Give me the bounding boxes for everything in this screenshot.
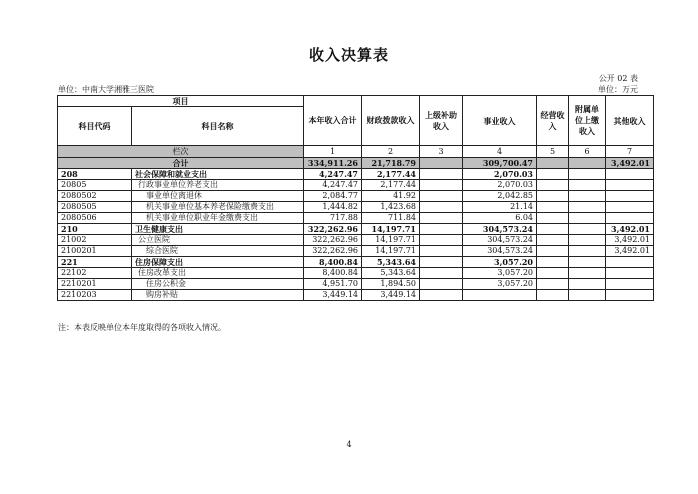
cell-amount: 2,070.03 xyxy=(463,180,537,191)
table-row xyxy=(58,202,654,213)
cell-subject-code: 2210203 xyxy=(58,290,132,301)
cell-amount xyxy=(420,202,463,213)
cell-amount: 711.84 xyxy=(362,213,420,224)
index-4: 4 xyxy=(463,146,537,158)
cell-amount xyxy=(569,169,606,180)
cell-amount xyxy=(569,257,606,268)
header-item: 项目 xyxy=(58,96,304,107)
index-6: 6 xyxy=(569,146,606,158)
cell-amount xyxy=(569,235,606,246)
cell-amount xyxy=(606,213,654,224)
header-operating-income: 经营收入 xyxy=(537,96,569,146)
table-row xyxy=(58,180,654,191)
cell-amount xyxy=(420,290,463,301)
total-cell xyxy=(537,158,569,169)
cell-amount xyxy=(463,290,537,301)
cell-amount: 717.88 xyxy=(304,213,362,224)
cell-amount xyxy=(420,246,463,257)
cell-subject-name: 公立医院 xyxy=(132,235,304,246)
cell-amount: 1,423.68 xyxy=(362,202,420,213)
cell-amount xyxy=(420,268,463,279)
cell-amount xyxy=(569,180,606,191)
cell-amount: 1,894.50 xyxy=(362,279,420,290)
cell-amount: 6.04 xyxy=(463,213,537,224)
table-row xyxy=(58,213,654,224)
cell-amount xyxy=(606,268,654,279)
cell-subject-code: 208 xyxy=(58,169,132,180)
cell-subject-name: 事业单位离退休 xyxy=(132,191,304,202)
cell-amount xyxy=(569,213,606,224)
cell-amount xyxy=(420,169,463,180)
cell-amount: 1,444.82 xyxy=(304,202,362,213)
cell-amount: 14,197.71 xyxy=(362,224,420,235)
cell-amount: 3,057.20 xyxy=(463,257,537,268)
cell-amount xyxy=(537,202,569,213)
total-cell: 309,700.47 xyxy=(463,158,537,169)
page-number: 4 xyxy=(346,440,352,449)
header-other-income: 其他收入 xyxy=(606,96,654,146)
cell-subject-code: 20805 xyxy=(58,180,132,191)
cell-amount xyxy=(606,169,654,180)
table-row xyxy=(58,257,654,268)
cell-amount: 3,449.14 xyxy=(304,290,362,301)
cell-amount xyxy=(606,180,654,191)
header-fiscal-appropriation: 财政拨款收入 xyxy=(362,96,420,146)
table-row xyxy=(58,169,654,180)
cell-subject-name: 购房补贴 xyxy=(132,290,304,301)
cell-amount xyxy=(537,180,569,191)
cell-subject-name: 住房保障支出 xyxy=(132,257,304,268)
cell-amount: 3,492.01 xyxy=(606,235,654,246)
cell-amount xyxy=(537,290,569,301)
cell-amount: 5,343.64 xyxy=(362,257,420,268)
cell-subject-name: 卫生健康支出 xyxy=(132,224,304,235)
cell-subject-code: 21002 xyxy=(58,235,132,246)
cell-amount: 21.14 xyxy=(463,202,537,213)
cell-amount xyxy=(420,235,463,246)
cell-amount: 3,492.01 xyxy=(606,246,654,257)
total-cell: 334,911.26 xyxy=(304,158,362,169)
cell-amount xyxy=(420,279,463,290)
cell-amount: 5,343.64 xyxy=(362,268,420,279)
table-row xyxy=(58,246,654,257)
index-1: 1 xyxy=(304,146,362,158)
cell-subject-code: 2080505 xyxy=(58,202,132,213)
cell-amount: 14,197.71 xyxy=(362,246,420,257)
cell-amount xyxy=(537,224,569,235)
table-row xyxy=(58,191,654,202)
cell-amount: 2,084.77 xyxy=(304,191,362,202)
cell-subject-name: 机关事业单位基本养老保险缴费支出 xyxy=(132,202,304,213)
cell-amount xyxy=(420,257,463,268)
header-code: 科目代码 xyxy=(58,107,132,146)
cell-amount xyxy=(569,246,606,257)
cell-subject-code: 221 xyxy=(58,257,132,268)
cell-amount: 322,262.96 xyxy=(304,235,362,246)
cell-amount: 3,057.20 xyxy=(463,279,537,290)
table-row xyxy=(58,290,654,301)
cell-amount xyxy=(537,213,569,224)
cell-subject-code: 210 xyxy=(58,224,132,235)
cell-amount xyxy=(569,290,606,301)
total-cell xyxy=(569,158,606,169)
cell-amount xyxy=(606,202,654,213)
cell-amount: 2,042.85 xyxy=(463,191,537,202)
cell-subject-code: 2080506 xyxy=(58,213,132,224)
cell-amount: 304,573.24 xyxy=(463,224,537,235)
cell-amount: 2,070.03 xyxy=(463,169,537,180)
cell-amount: 3,449.14 xyxy=(362,290,420,301)
cell-subject-name: 社会保障和就业支出 xyxy=(132,169,304,180)
cell-amount: 304,573.24 xyxy=(463,235,537,246)
cell-subject-code: 22102 xyxy=(58,268,132,279)
cell-amount xyxy=(569,191,606,202)
total-label: 合计 xyxy=(58,158,304,169)
cell-amount: 304,573.24 xyxy=(463,246,537,257)
header-superior-subsidy: 上级补助收入 xyxy=(420,96,463,146)
cell-amount: 2,177.44 xyxy=(362,169,420,180)
cell-amount xyxy=(606,191,654,202)
total-cell: 21,718.79 xyxy=(362,158,420,169)
cell-amount xyxy=(569,268,606,279)
header-business-income: 事业收入 xyxy=(463,96,537,146)
cell-amount xyxy=(537,169,569,180)
cell-subject-code: 2210201 xyxy=(58,279,132,290)
cell-amount xyxy=(569,279,606,290)
cell-subject-name: 住房公积金 xyxy=(132,279,304,290)
cell-amount xyxy=(420,180,463,191)
cell-subject-code: 2100201 xyxy=(58,246,132,257)
cell-amount: 4,247.47 xyxy=(304,169,362,180)
cell-amount: 8,400.84 xyxy=(304,257,362,268)
cell-amount xyxy=(606,257,654,268)
cell-amount xyxy=(606,279,654,290)
index-5: 5 xyxy=(537,146,569,158)
cell-amount: 3,492.01 xyxy=(606,224,654,235)
currency-unit: 单位：万元 xyxy=(598,85,638,94)
cell-amount xyxy=(537,191,569,202)
table-row xyxy=(58,224,654,235)
header-affiliated-income: 附属单位上缴收入 xyxy=(569,96,606,146)
index-7: 7 xyxy=(606,146,654,158)
cell-amount xyxy=(420,224,463,235)
index-2: 2 xyxy=(362,146,420,158)
cell-amount xyxy=(537,268,569,279)
cell-amount xyxy=(420,191,463,202)
cell-amount xyxy=(569,202,606,213)
cell-subject-name: 综合医院 xyxy=(132,246,304,257)
cell-amount: 4,951.70 xyxy=(304,279,362,290)
cell-amount xyxy=(606,290,654,301)
cell-amount xyxy=(537,257,569,268)
cell-amount xyxy=(420,213,463,224)
cell-amount xyxy=(537,235,569,246)
income-table xyxy=(57,95,654,301)
cell-amount: 4,247.47 xyxy=(304,180,362,191)
cell-amount: 322,262.96 xyxy=(304,224,362,235)
page-title: 收入决算表 xyxy=(308,46,389,64)
cell-amount xyxy=(537,246,569,257)
cell-subject-code: 2080502 xyxy=(58,191,132,202)
table-row xyxy=(58,268,654,279)
form-number: 公开 02 表 xyxy=(598,74,638,83)
index-label: 栏次 xyxy=(58,146,304,158)
header-name: 科目名称 xyxy=(132,107,304,146)
table-row xyxy=(58,279,654,290)
index-3: 3 xyxy=(420,146,463,158)
cell-subject-name: 行政事业单位养老支出 xyxy=(132,180,304,191)
cell-amount: 322,262.96 xyxy=(304,246,362,257)
cell-subject-name: 机关事业单位职业年金缴费支出 xyxy=(132,213,304,224)
header-total-income: 本年收入合计 xyxy=(304,96,362,146)
table-note: 注：本表反映单位本年度取得的各项收入情况。 xyxy=(58,323,226,332)
cell-amount: 2,177.44 xyxy=(362,180,420,191)
total-cell xyxy=(420,158,463,169)
table-row xyxy=(58,235,654,246)
cell-amount: 8,400.84 xyxy=(304,268,362,279)
cell-amount xyxy=(569,224,606,235)
cell-amount: 14,197.71 xyxy=(362,235,420,246)
cell-amount xyxy=(537,279,569,290)
total-cell: 3,492.01 xyxy=(606,158,654,169)
cell-amount: 41.92 xyxy=(362,191,420,202)
reporting-unit: 单位：中南大学湘雅三医院 xyxy=(58,85,154,94)
cell-subject-name: 住房改革支出 xyxy=(132,268,304,279)
cell-amount: 3,057.20 xyxy=(463,268,537,279)
